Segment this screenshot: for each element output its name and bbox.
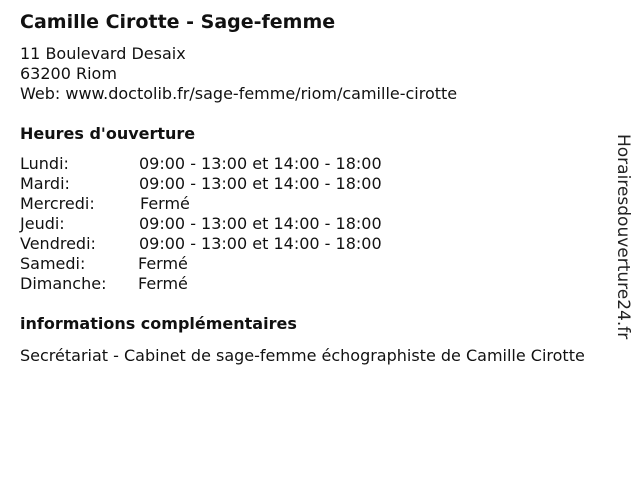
site-watermark [611,134,639,346]
day-hours: 09:00 - 13:00 et 14:00 - 18:00 [139,154,382,173]
hours-heading: Heures d'ouverture [20,124,196,143]
day-label: Vendredi: [20,234,96,253]
day-hours: 09:00 - 13:00 et 14:00 - 18:00 [139,214,382,233]
day-hours: 09:00 - 13:00 et 14:00 - 18:00 [139,234,382,253]
day-label: Jeudi: [20,214,65,233]
day-hours: Fermé [138,274,188,293]
day-label: Mercredi: [20,194,95,213]
day-hours: Fermé [140,194,190,213]
hours-row-saturday [20,254,440,274]
hours-row-thursday [20,214,440,234]
address-city: 63200 Riom [20,64,117,83]
info-heading: informations complémentaires [20,314,297,333]
hours-row-friday [20,234,440,254]
day-hours: Fermé [138,254,188,273]
hours-row-tuesday [20,174,440,194]
day-label: Lundi: [20,154,69,173]
hours-row-sunday [20,274,440,294]
day-hours: 09:00 - 13:00 et 14:00 - 18:00 [139,174,382,193]
info-text: Secrétariat - Cabinet de sage-femme échographiste de Camille Cirotte [20,346,585,365]
watermark-text: Horairesdouverture24.fr [613,134,633,340]
hours-table [20,154,440,294]
address-block [20,44,457,104]
day-label: Dimanche: [20,274,107,293]
day-label: Samedi: [20,254,86,273]
day-label: Mardi: [20,174,70,193]
website-line[interactable]: Web: www.doctolib.fr/sage-femme/riom/camille-cirotte [20,84,458,103]
address-street: 11 Boulevard Desaix [20,44,186,63]
hours-row-wednesday [20,194,440,214]
page-title: Camille Cirotte - Sage-femme [20,11,336,33]
hours-row-monday [20,154,440,174]
